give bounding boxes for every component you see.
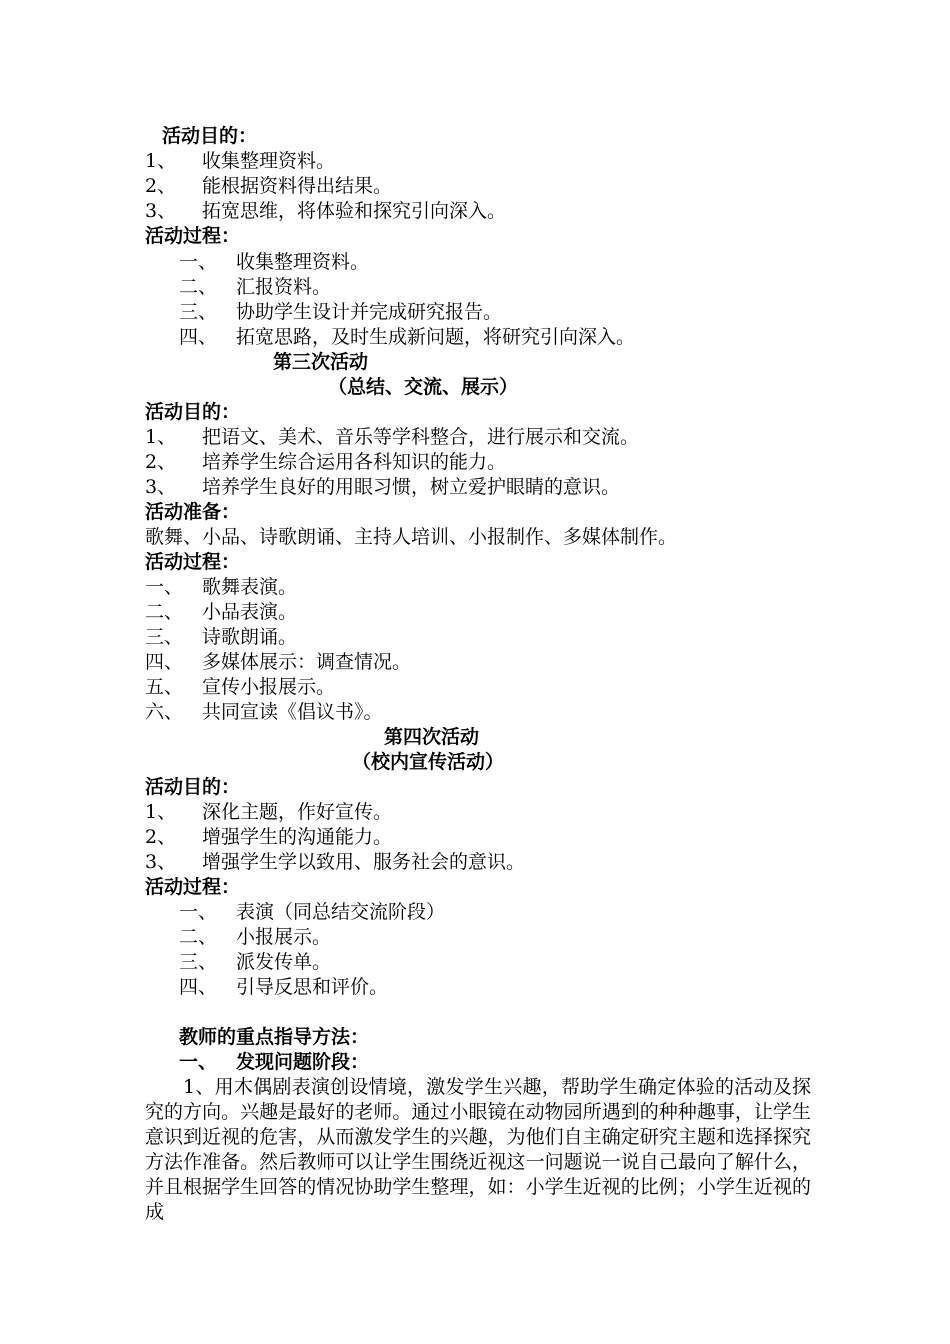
- item-number: 四、: [179, 976, 218, 998]
- section4-process-item: [179, 900, 445, 925]
- item-text: 小报展示。: [236, 926, 332, 948]
- section3-process-item: [145, 650, 411, 675]
- item-text: 收集整理资料。: [202, 150, 336, 172]
- section3-subtitle: （总结、交流、展示）: [328, 376, 519, 398]
- section2-process-item: [179, 325, 635, 350]
- section3-process-item: [145, 575, 297, 600]
- section4-goal-item: [145, 800, 392, 825]
- section4-title: 第四次活动: [384, 726, 480, 748]
- item-text: 共同宣读《倡议书》。: [202, 701, 383, 723]
- item-text: 歌舞表演。: [202, 576, 298, 598]
- item-text: 引导反思和评价。: [236, 976, 389, 998]
- item-number: 1、: [145, 426, 177, 448]
- section3-process-item: [145, 600, 297, 625]
- item-number: 三、: [179, 301, 218, 323]
- section3-process-heading: 活动过程：: [145, 551, 241, 573]
- section2-goal-item: [145, 199, 506, 224]
- item-text: 培养学生良好的用眼习惯，树立爱护眼睛的意识。: [202, 476, 621, 498]
- item-text: 表演（同总结交流阶段）: [236, 901, 446, 923]
- section2-process-heading: 活动过程：: [145, 225, 241, 247]
- methods-paragraph: 1、用木偶剧表演创设情境，激发学生兴趣，帮助学生确定体验的活动及探究的方向。兴趣是最好的老师。通过小眼镜在动物园所遇到的种种趣事，让学生意识到近视的危害，从而激发学生的兴趣，为他们自主确定研究主题和选择探究方法作准备。然后教师可以让学生围绕近视这一问题说一说自己最向了解什么，并且根据学生回答的情况协助学生整理，如：小学生近视的比例；小学生近视的成: [145, 1076, 811, 1223]
- section2-process-item: [179, 250, 369, 275]
- section4-process-item: [179, 925, 331, 950]
- section3-goal-heading: 活动目的：: [145, 401, 241, 423]
- stage-title: 发现问题阶段：: [236, 1051, 370, 1073]
- item-number: 二、: [179, 926, 218, 948]
- item-number: 2、: [145, 826, 177, 848]
- section3-prep-text: 歌舞、小品、诗歌朗诵、主持人培训、小报制作、多媒体制作。: [145, 526, 678, 548]
- section4-goal-item: [145, 825, 392, 850]
- section3-title: 第三次活动: [273, 351, 369, 373]
- item-text: 拓宽思路，及时生成新问题，将研究引向深入。: [236, 326, 636, 348]
- item-text: 增强学生学以致用、服务社会的意识。: [202, 851, 526, 873]
- item-text: 拓宽思维，将体验和探究引向深入。: [202, 200, 507, 222]
- section3-goal-item: [145, 475, 620, 500]
- item-number: 五、: [145, 676, 184, 698]
- item-number: 3、: [145, 851, 177, 873]
- item-number: 四、: [179, 326, 218, 348]
- section3-process-item: [145, 675, 335, 700]
- item-text: 培养学生综合运用各科知识的能力。: [202, 451, 507, 473]
- item-text: 汇报资料。: [236, 276, 332, 298]
- section4-process-heading: 活动过程：: [145, 876, 241, 898]
- item-number: 四、: [145, 651, 184, 673]
- section2-process-item: [179, 300, 502, 325]
- section4-subtitle: （校内宣传活动）: [352, 751, 505, 773]
- section3-goal-item: [145, 450, 506, 475]
- section3-process-item: [145, 625, 297, 650]
- item-number: 1、: [145, 801, 177, 823]
- item-text: 宣传小报展示。: [202, 676, 336, 698]
- item-number: 一、: [179, 251, 218, 273]
- section3-goal-item: [145, 425, 639, 450]
- section4-goal-item: [145, 850, 525, 875]
- section2-goal-item: [145, 149, 335, 174]
- item-text: 把语文、美术、音乐等学科整合，进行展示和交流。: [202, 426, 640, 448]
- item-number: 三、: [179, 951, 218, 973]
- item-number: 六、: [145, 701, 184, 723]
- item-text: 深化主题，作好宣传。: [202, 801, 393, 823]
- item-number: 2、: [145, 175, 177, 197]
- section4-goal-heading: 活动目的：: [145, 776, 241, 798]
- item-text: 能根据资料得出结果。: [202, 175, 393, 197]
- item-text: 收集整理资料。: [236, 251, 370, 273]
- section3-prep-heading: 活动准备：: [145, 501, 241, 523]
- item-number: 一、: [179, 1051, 218, 1073]
- item-text: 派发传单。: [236, 951, 332, 973]
- item-text: 诗歌朗诵。: [202, 626, 298, 648]
- item-text: 小品表演。: [202, 601, 298, 623]
- item-number: 3、: [145, 200, 177, 222]
- item-number: 一、: [145, 576, 184, 598]
- section3-process-item: [145, 700, 383, 725]
- section2-process-item: [179, 275, 331, 300]
- item-text: 增强学生的沟通能力。: [202, 826, 393, 848]
- methods-stage1: [179, 1050, 369, 1075]
- item-text: 协助学生设计并完成研究报告。: [236, 301, 503, 323]
- section2-goal-item: [145, 174, 392, 199]
- item-number: 2、: [145, 451, 177, 473]
- item-text: 多媒体展示：调查情况。: [202, 651, 412, 673]
- item-number: 三、: [145, 626, 184, 648]
- item-number: 二、: [145, 601, 184, 623]
- section4-process-item: [179, 975, 388, 1000]
- item-number: 3、: [145, 476, 177, 498]
- section2-goal-heading: 活动目的：: [162, 125, 258, 147]
- methods-heading: 教师的重点指导方法：: [179, 1026, 370, 1048]
- item-number: 1、: [145, 150, 177, 172]
- item-number: 一、: [179, 901, 218, 923]
- section4-process-item: [179, 950, 331, 975]
- item-number: 二、: [179, 276, 218, 298]
